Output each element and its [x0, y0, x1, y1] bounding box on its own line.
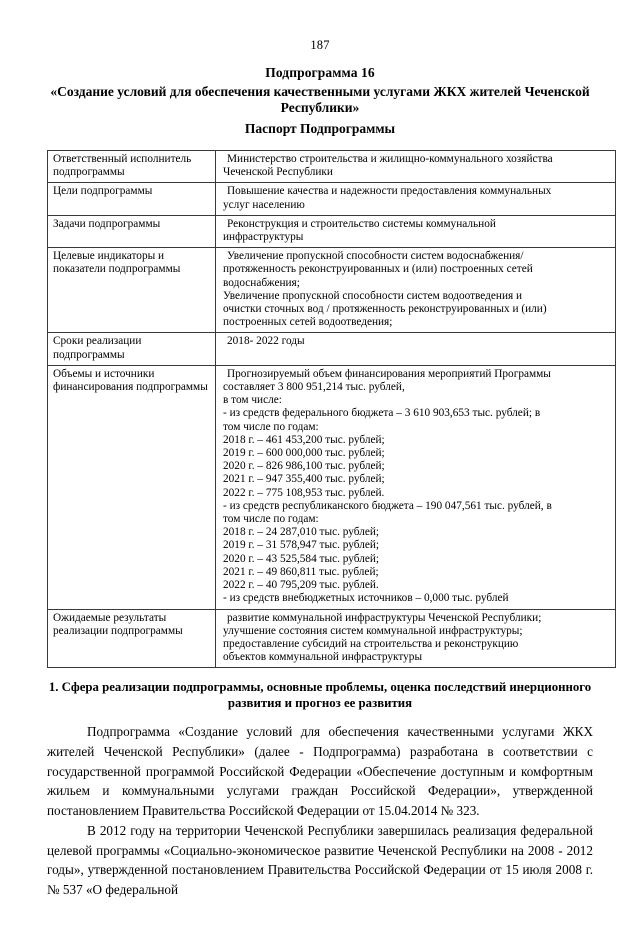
passport-row-value: [216, 333, 616, 365]
table-row: [48, 609, 616, 668]
passport-row-label: Объемы и источники финансирования подпрограммы: [48, 365, 216, 609]
passport-value-line: 2020 г. – 826 986,100 тыс. рублей;: [223, 460, 385, 473]
passport-value-line: Реконструкция и строительство системы коммунальной: [227, 217, 496, 230]
passport-value-line: Увеличение пропускной способности систем водоснабжения/: [227, 250, 524, 263]
passport-value-line: объектов коммунальной инфраструктуры: [223, 651, 423, 664]
body-paragraph: Подпрограмма «Создание условий для обеспечения качественными услугами ЖКХ жителей Чеченской Республики» (далее - Подпрограмма) разработана в соответствии с государственной программой Российской Федерации «Обеспечение доступным и комфортным жильем и коммунальными услугами граждан Российской Федерации», утвержденной постановлением Правительства Российской Федерации от 15.04.2014 № 323.: [47, 724, 593, 818]
passport-value-line: предоставление субсидий на строительства и реконструкцию: [223, 637, 519, 650]
passport-value-line: водоснабжения;: [223, 276, 300, 289]
passport-value-line: очистки сточных вод / протяженность реконструированных и (или): [223, 303, 547, 316]
passport-row-label: Цели подпрограммы: [48, 183, 216, 215]
table-row: [48, 333, 616, 365]
passport-value-line: том числе по годам:: [223, 420, 319, 433]
program-subtitle: «Создание условий для обеспечения качественными услугами ЖКХ жителей Чеченской Республики»: [50, 84, 590, 115]
passport-row-value: [216, 215, 616, 247]
passport-value-line: услуг населению: [223, 198, 305, 211]
passport-row-value: [216, 609, 616, 668]
table-row: [48, 215, 616, 247]
body-paragraph: В 2012 году на территории Чеченской Республики завершилась реализация федеральной целевой программы «Социально-экономическое развитие Чеченской Республики на 2008 - 2012 годы», утвержденной постановлением Правительства Российской Федерации от 15 июля 2008 г. № 537 «О федеральной: [47, 823, 593, 898]
passport-row-label: Ожидаемые результаты реализации подпрограммы: [48, 609, 216, 668]
passport-value-line: - из средств республиканского бюджета – 190 047,561 тыс. рублей, в: [223, 499, 552, 512]
passport-value-line: 2018 г. – 461 453,200 тыс. рублей;: [223, 433, 385, 446]
passport-value-line: 2022 г. – 40 795,209 тыс. рублей.: [223, 579, 379, 592]
passport-value-line: 2021 г. – 947 355,400 тыс. рублей;: [223, 473, 385, 486]
passport-table: [47, 150, 616, 668]
passport-value-line: 2018- 2022 годы: [227, 335, 305, 348]
section-heading: 1. Сфера реализации подпрограммы, основные проблемы, оценка последствий инерционного развития и прогноз ее развития: [48, 680, 592, 710]
program-title: Подпрограмма 16: [265, 65, 375, 80]
passport-value-line: 2019 г. – 600 000,000 тыс. рублей;: [223, 447, 385, 460]
document-title-block: [0, 64, 640, 137]
passport-table-body: [48, 151, 616, 668]
passport-heading: Паспорт Подпрограммы: [244, 121, 396, 136]
passport-value-line: составляет 3 800 951,214 тыс. рублей,: [223, 381, 405, 394]
passport-value-line: 2019 г. – 31 578,947 тыс. рублей;: [223, 539, 380, 552]
page-number: 187: [310, 38, 330, 52]
passport-row-label: Ответственный исполнитель подпрограммы: [48, 151, 216, 183]
passport-row-label: Задачи подпрограммы: [48, 215, 216, 247]
passport-value-line: том числе по годам:: [223, 513, 319, 526]
passport-value-line: 2022 г. – 775 108,953 тыс. рублей.: [223, 486, 385, 499]
passport-value-line: 2021 г. – 49 860,811 тыс. рублей;: [223, 565, 379, 578]
passport-value-line: Прогнозируемый объем финансирования мероприятий Программы: [227, 367, 551, 380]
passport-row-label: Целевые индикаторы и показатели подпрограммы: [48, 248, 216, 333]
passport-value-line: - из средств внебюджетных источников – 0,000 тыс. рублей: [223, 592, 509, 605]
passport-value-line: 2018 г. – 24 287,010 тыс. рублей;: [223, 526, 380, 539]
passport-value-line: Увеличение пропускной способности систем водоотведения и: [223, 289, 523, 302]
passport-row-value: [216, 151, 616, 183]
passport-row-value: [216, 365, 616, 609]
passport-value-line: протяженность реконструированных и (или) построенных сетей: [223, 263, 533, 276]
table-row: [48, 248, 616, 333]
passport-row-value: [216, 248, 616, 333]
table-row: [48, 151, 616, 183]
table-row: [48, 365, 616, 609]
passport-value-line: инфраструктуры: [223, 231, 304, 244]
passport-value-line: Чеченской Республики: [223, 166, 333, 179]
passport-value-line: Повышение качества и надежности предоставления коммунальных: [227, 185, 552, 198]
passport-value-line: 2020 г. – 43 525,584 тыс. рублей;: [223, 552, 380, 565]
passport-row-value: [216, 183, 616, 215]
passport-value-line: Министерство строительства и жилищно-коммунального хозяйства: [227, 153, 553, 165]
passport-value-line: - из средств федерального бюджета – 3 610 903,653 тыс. рублей; в: [223, 407, 541, 420]
document-page: [0, 38, 640, 943]
table-row: [48, 183, 616, 215]
passport-value-line: улучшение состояния систем коммунальной инфраструктуры;: [223, 624, 523, 637]
passport-row-label: Сроки реализации подпрограммы: [48, 333, 216, 365]
passport-value-line: развитие коммунальной инфраструктуры Чеченской Республики;: [227, 611, 542, 624]
passport-value-line: в том числе:: [223, 394, 282, 407]
passport-value-line: построенных сетей водоотведения;: [223, 316, 393, 329]
body-text: [47, 722, 593, 899]
